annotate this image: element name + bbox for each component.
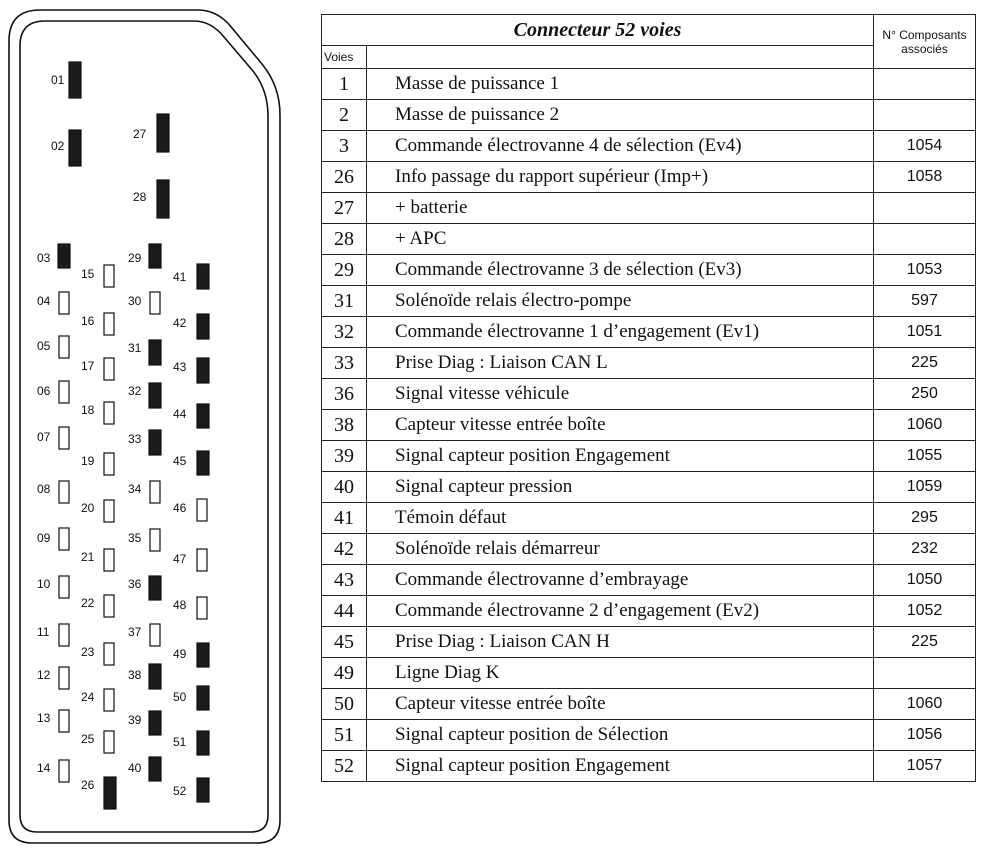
description-cell: Commande électrovanne 1 d’engagement (Ev1): [367, 317, 874, 348]
table-row: [322, 286, 976, 317]
connector-pin: [37, 336, 69, 358]
voie-cell: 38: [322, 410, 367, 441]
voie-cell: 26: [322, 162, 367, 193]
table-row: [322, 100, 976, 131]
pin-empty-marker: [104, 595, 114, 617]
pin-used-marker: [149, 664, 161, 689]
connector-pin: [128, 624, 160, 646]
description-cell: Masse de puissance 2: [367, 100, 874, 131]
composants-header: N° Composants associés: [874, 15, 976, 69]
connector-pin: [37, 292, 69, 314]
connector-diagram: [0, 0, 290, 859]
description-cell: Signal capteur position Engagement: [367, 441, 874, 472]
table-row: [322, 193, 976, 224]
pin-number-label: 22: [81, 596, 95, 610]
pin-number-label: 45: [173, 454, 187, 468]
description-cell: Signal capteur position de Sélection: [367, 720, 874, 751]
pin-empty-marker: [104, 643, 114, 665]
table-row: [322, 224, 976, 255]
connector-pin: [81, 595, 114, 617]
composant-cell: 1055: [874, 441, 976, 472]
connector-pin: [81, 358, 114, 380]
connector-pin: [81, 313, 114, 335]
composant-cell: 1060: [874, 410, 976, 441]
pin-number-label: 04: [37, 294, 51, 308]
composant-cell: 1053: [874, 255, 976, 286]
connector-pin: [81, 777, 116, 809]
pin-empty-marker: [59, 760, 69, 782]
pin-number-label: 34: [128, 482, 142, 496]
connector-pin: [128, 664, 161, 689]
pin-used-marker: [197, 264, 209, 289]
pin-empty-marker: [59, 292, 69, 314]
pin-number-label: 49: [173, 647, 187, 661]
pin-number-label: 31: [128, 341, 142, 355]
description-cell: Commande électrovanne d’embrayage: [367, 565, 874, 596]
pin-number-label: 42: [173, 316, 187, 330]
pin-number-label: 27: [133, 127, 147, 141]
connector-pin: [37, 710, 69, 732]
composant-cell: 225: [874, 627, 976, 658]
connector-pin: [51, 62, 81, 98]
connector-pin: [128, 340, 161, 365]
pin-empty-marker: [104, 313, 114, 335]
pin-empty-marker: [59, 481, 69, 503]
pin-number-label: 28: [133, 190, 147, 204]
connector-pin: [37, 528, 69, 550]
pins-layer: [37, 62, 209, 809]
pin-used-marker: [197, 778, 209, 802]
pin-number-label: 14: [37, 761, 51, 775]
pin-number-label: 47: [173, 552, 187, 566]
pin-number-label: 23: [81, 645, 95, 659]
pin-number-label: 13: [37, 711, 51, 725]
pin-empty-marker: [150, 292, 160, 314]
connector-pin: [128, 711, 161, 735]
connector-pin: [173, 314, 209, 339]
voie-cell: 3: [322, 131, 367, 162]
pin-number-label: 03: [37, 251, 51, 265]
connector-pin: [128, 244, 161, 268]
table-row: [322, 441, 976, 472]
pin-empty-marker: [104, 689, 114, 711]
description-cell: Solénoïde relais démarreur: [367, 534, 874, 565]
voie-cell: 44: [322, 596, 367, 627]
connector-pin: [173, 404, 209, 428]
pin-used-marker: [149, 340, 161, 365]
connector-pin: [37, 576, 69, 598]
pin-used-marker: [197, 314, 209, 339]
table-row: [322, 69, 976, 100]
description-cell: Capteur vitesse entrée boîte: [367, 410, 874, 441]
table-row: [322, 658, 976, 689]
connector-pin: [81, 500, 114, 522]
pin-empty-marker: [59, 624, 69, 646]
description-cell: Commande électrovanne 4 de sélection (Ev4): [367, 131, 874, 162]
voie-cell: 2: [322, 100, 367, 131]
pin-number-label: 10: [37, 577, 51, 591]
composant-cell: 1060: [874, 689, 976, 720]
table-row: [322, 410, 976, 441]
table-row: [322, 472, 976, 503]
pin-empty-marker: [104, 358, 114, 380]
pin-empty-marker: [59, 427, 69, 449]
pin-used-marker: [197, 358, 209, 383]
pin-number-label: 48: [173, 598, 187, 612]
connector-pin: [128, 757, 161, 781]
voie-cell: 31: [322, 286, 367, 317]
pin-number-label: 35: [128, 531, 142, 545]
pin-empty-marker: [197, 499, 207, 521]
description-cell: Commande électrovanne 2 d’engagement (Ev2): [367, 596, 874, 627]
connector-pin: [37, 427, 69, 449]
description-cell: Signal capteur position Engagement: [367, 751, 874, 782]
voies-header: Voies: [322, 46, 367, 69]
pin-empty-marker: [150, 624, 160, 646]
pin-number-label: 44: [173, 407, 187, 421]
connector-pin: [128, 430, 161, 455]
pin-number-label: 17: [81, 359, 95, 373]
connector-pin: [173, 358, 209, 383]
composant-cell: 295: [874, 503, 976, 534]
composant-cell: 597: [874, 286, 976, 317]
connector-pin: [128, 529, 160, 551]
pin-number-label: 12: [37, 668, 51, 682]
composant-cell: 1052: [874, 596, 976, 627]
pin-number-label: 32: [128, 384, 142, 398]
voie-cell: 28: [322, 224, 367, 255]
pin-empty-marker: [104, 549, 114, 571]
connector-pin: [173, 643, 209, 667]
connector-pin: [81, 265, 114, 287]
table-row: [322, 720, 976, 751]
composant-cell: 225: [874, 348, 976, 379]
pin-empty-marker: [59, 381, 69, 403]
blank-header-cell: [367, 46, 874, 69]
table-body: [322, 69, 976, 782]
pin-used-marker: [149, 244, 161, 268]
connector-pin: [173, 499, 207, 521]
table-row: [322, 162, 976, 193]
description-cell: Témoin défaut: [367, 503, 874, 534]
connector-pin: [128, 292, 160, 314]
pin-used-marker: [197, 686, 209, 710]
pin-empty-marker: [104, 265, 114, 287]
pin-used-marker: [197, 643, 209, 667]
description-cell: Prise Diag : Liaison CAN L: [367, 348, 874, 379]
pin-used-marker: [149, 430, 161, 455]
pin-number-label: 43: [173, 360, 187, 374]
connector-pin: [37, 624, 69, 646]
pin-table: [321, 14, 976, 782]
table-row: [322, 317, 976, 348]
connector-pin: [81, 549, 114, 571]
description-cell: Signal capteur pression: [367, 472, 874, 503]
composant-cell: [874, 658, 976, 689]
composant-cell: 1056: [874, 720, 976, 751]
connector-pin: [133, 180, 169, 218]
pin-empty-marker: [197, 549, 207, 571]
pin-number-label: 02: [51, 139, 65, 153]
pin-number-label: 05: [37, 339, 51, 353]
description-cell: Commande électrovanne 3 de sélection (Ev3): [367, 255, 874, 286]
composant-cell: 1054: [874, 131, 976, 162]
pin-used-marker: [157, 180, 169, 218]
pin-number-label: 18: [81, 403, 95, 417]
pin-used-marker: [149, 383, 161, 408]
table-row: [322, 255, 976, 286]
pin-used-marker: [197, 731, 209, 755]
description-cell: Solénoïde relais électro-pompe: [367, 286, 874, 317]
composant-cell: 1051: [874, 317, 976, 348]
connector-pin: [173, 731, 209, 755]
pin-number-label: 25: [81, 732, 95, 746]
pin-number-label: 33: [128, 432, 142, 446]
composant-cell: 250: [874, 379, 976, 410]
table-row: [322, 689, 976, 720]
voie-cell: 52: [322, 751, 367, 782]
description-cell: + APC: [367, 224, 874, 255]
connector-pin: [37, 244, 70, 268]
pin-number-label: 24: [81, 690, 95, 704]
table-row: [322, 131, 976, 162]
connector-pin: [173, 686, 209, 710]
table-row: [322, 627, 976, 658]
connector-pin: [37, 760, 69, 782]
composant-cell: [874, 224, 976, 255]
pin-empty-marker: [59, 576, 69, 598]
connector-pin: [81, 689, 114, 711]
connector-pin: [173, 778, 209, 802]
pin-number-label: 16: [81, 314, 95, 328]
connector-pin: [173, 597, 207, 619]
composant-cell: [874, 69, 976, 100]
pin-empty-marker: [59, 336, 69, 358]
pin-number-label: 41: [173, 270, 187, 284]
voie-cell: 36: [322, 379, 367, 410]
pin-number-label: 46: [173, 501, 187, 515]
connector-pin: [173, 264, 209, 289]
connector-pin: [81, 731, 114, 753]
table-row: [322, 565, 976, 596]
composant-cell: 1059: [874, 472, 976, 503]
voie-cell: 33: [322, 348, 367, 379]
pin-used-marker: [58, 244, 70, 268]
pin-used-marker: [197, 451, 209, 475]
voie-cell: 32: [322, 317, 367, 348]
pin-used-marker: [69, 62, 81, 98]
pin-number-label: 09: [37, 531, 51, 545]
description-cell: + batterie: [367, 193, 874, 224]
pin-used-marker: [149, 711, 161, 735]
voie-cell: 43: [322, 565, 367, 596]
connector-pin: [133, 114, 169, 152]
pin-number-label: 15: [81, 267, 95, 281]
voie-cell: 50: [322, 689, 367, 720]
voie-cell: 39: [322, 441, 367, 472]
voie-cell: 27: [322, 193, 367, 224]
pin-number-label: 19: [81, 454, 95, 468]
pin-number-label: 37: [128, 625, 142, 639]
pin-number-label: 20: [81, 501, 95, 515]
pin-empty-marker: [59, 667, 69, 689]
description-cell: Capteur vitesse entrée boîte: [367, 689, 874, 720]
connector-pin: [37, 381, 69, 403]
description-cell: Info passage du rapport supérieur (Imp+): [367, 162, 874, 193]
table-title: Connecteur 52 voies: [322, 15, 874, 46]
composant-cell: 1058: [874, 162, 976, 193]
connector-pin: [81, 453, 114, 475]
description-cell: Masse de puissance 1: [367, 69, 874, 100]
pin-used-marker: [104, 777, 116, 809]
pin-number-label: 52: [173, 784, 187, 798]
description-cell: Prise Diag : Liaison CAN H: [367, 627, 874, 658]
connector-pin: [128, 383, 161, 408]
composant-cell: 1050: [874, 565, 976, 596]
description-cell: Ligne Diag K: [367, 658, 874, 689]
pin-empty-marker: [104, 402, 114, 424]
composant-cell: 232: [874, 534, 976, 565]
voie-cell: 1: [322, 69, 367, 100]
connector-pin: [81, 402, 114, 424]
voie-cell: 41: [322, 503, 367, 534]
pin-number-label: 51: [173, 735, 187, 749]
pin-number-label: 50: [173, 690, 187, 704]
voie-cell: 40: [322, 472, 367, 503]
connector-pin: [173, 549, 207, 571]
table-row: [322, 379, 976, 410]
pin-empty-marker: [104, 500, 114, 522]
connector-pin: [37, 481, 69, 503]
voie-cell: 51: [322, 720, 367, 751]
pin-empty-marker: [150, 481, 160, 503]
pin-number-label: 26: [81, 778, 95, 792]
table-row: [322, 751, 976, 782]
connector-pin: [173, 451, 209, 475]
description-cell: Signal vitesse véhicule: [367, 379, 874, 410]
voie-cell: 45: [322, 627, 367, 658]
pin-number-label: 01: [51, 73, 65, 87]
pin-number-label: 21: [81, 550, 95, 564]
connector-pin: [51, 130, 81, 166]
pin-empty-marker: [104, 453, 114, 475]
connector-pin: [128, 481, 160, 503]
pin-empty-marker: [150, 529, 160, 551]
pin-empty-marker: [59, 710, 69, 732]
composant-cell: [874, 100, 976, 131]
pin-number-label: 39: [128, 713, 142, 727]
pin-used-marker: [69, 130, 81, 166]
pin-number-label: 38: [128, 668, 142, 682]
connector-pin: [128, 576, 161, 600]
voie-cell: 49: [322, 658, 367, 689]
pin-used-marker: [149, 576, 161, 600]
connector-pin: [37, 667, 69, 689]
composant-cell: 1057: [874, 751, 976, 782]
pin-used-marker: [197, 404, 209, 428]
pin-number-label: 06: [37, 384, 51, 398]
pin-number-label: 07: [37, 430, 51, 444]
pin-empty-marker: [104, 731, 114, 753]
table-row: [322, 534, 976, 565]
pin-number-label: 11: [37, 625, 50, 639]
pin-empty-marker: [197, 597, 207, 619]
table-row: [322, 503, 976, 534]
pin-used-marker: [157, 114, 169, 152]
pin-number-label: 30: [128, 294, 142, 308]
pin-empty-marker: [59, 528, 69, 550]
voie-cell: 29: [322, 255, 367, 286]
pin-used-marker: [149, 757, 161, 781]
table-row: [322, 348, 976, 379]
pin-number-label: 29: [128, 251, 142, 265]
pin-number-label: 08: [37, 482, 51, 496]
table-row: [322, 596, 976, 627]
connector-pin: [81, 643, 114, 665]
pin-number-label: 36: [128, 577, 142, 591]
pin-number-label: 40: [128, 761, 142, 775]
composant-cell: [874, 193, 976, 224]
voie-cell: 42: [322, 534, 367, 565]
